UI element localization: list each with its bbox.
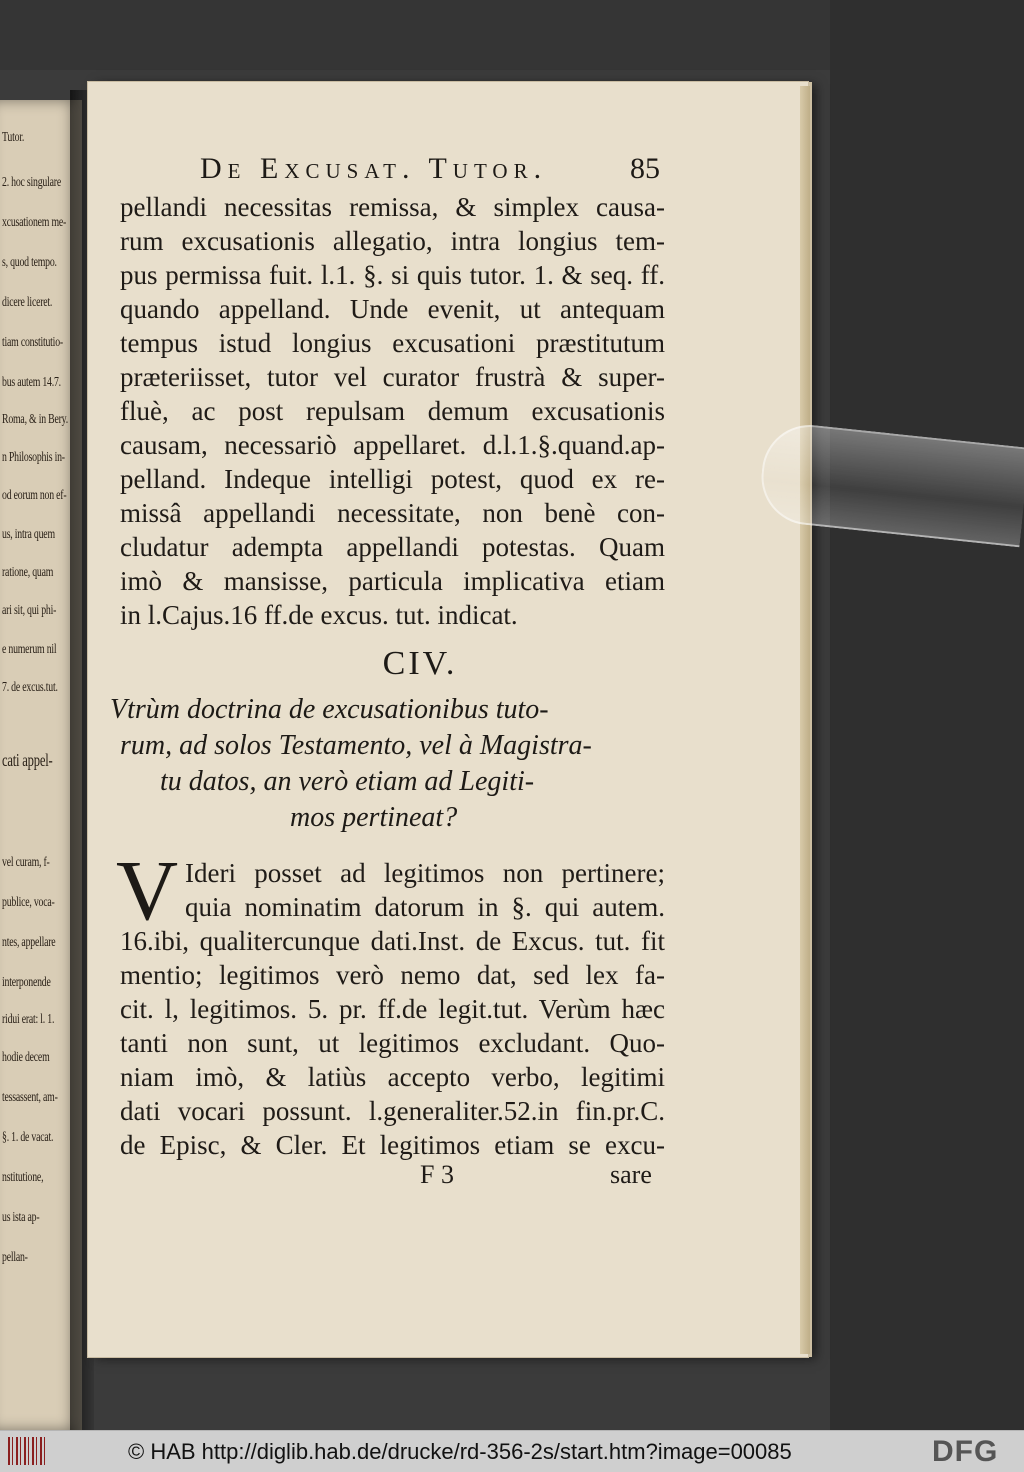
heading-line: mos pertineat? [290,802,458,833]
text-line-content: pus permissa fuit. l.1. §. si quis tutor. 1. & seq. ff. [120,260,665,290]
text-line [120,428,680,462]
text-line [120,1094,680,1128]
left-page-line: ntes, appellare [2,935,56,950]
heading-line: rum, ad solos Testamento, vel à Magistra- [120,730,592,761]
left-page-line: cati appel- [2,750,53,770]
text-line-content: Ideri posset ad legitimos non pertinere; [185,858,665,888]
text-line-content: mentio; legitimos verò nemo dat, sed lex fa- [120,960,665,990]
text-line [120,394,680,428]
text-line [120,224,680,258]
text-line-content: tempus istud longius excusationi præstitutum [120,328,665,358]
left-page-line: nstitutione, [2,1170,44,1185]
text-line [120,1060,680,1094]
left-page-line: ratione, quam [2,565,54,580]
text-line-content: 16.ibi, qualitercunque dati.Inst. de Excus. tut. fit [120,926,665,956]
text-line [120,992,680,1026]
text-line-content: pellandi necessitas remissa, & simplex causa- [120,192,665,222]
text-line-content: cludatur adempta appellandi potestas. Quam [120,532,665,562]
section-number: CIV. [382,645,458,682]
signature-mark: F 3 [420,1160,454,1189]
text-line-content: causam, necessariò appellaret. d.l.1.§.quand.ap- [120,430,665,460]
left-page-line: pellan- [2,1250,28,1265]
left-page-line: publice, voca- [2,895,55,910]
footer-bar [0,1430,1024,1472]
heading-line: tu datos, an verò etiam ad Legiti- [160,766,535,797]
text-line [120,258,680,292]
text-line [120,924,680,958]
text-line [120,462,680,496]
text-line [120,958,680,992]
text-line-content: cit. l, legitimos. 5. pr. ff.de legit.tut. Verùm hæc [120,994,665,1024]
left-page-line: Roma, & in Bery. [2,412,68,427]
text-line-content: rum excusationis allegatio, intra longius tem- [120,226,665,256]
text-line [120,598,680,632]
left-page-line: 2. hoc singulare [2,175,61,190]
text-line-content: tanti non sunt, ut legitimos excludant. Quo- [120,1028,665,1058]
text-line-content: missâ appellandi necessitate, non benè con- [120,498,665,528]
left-page-line: interponende [2,975,51,990]
text-line-content: niam imò, & latiùs accepto verbo, legitimi [120,1062,665,1092]
text-line [120,190,680,224]
text-line-content: dati vocari possunt. l.generaliter.52.in fin.pr.C. [120,1096,665,1126]
paragraph-2 [120,856,680,1162]
text-line [120,856,680,890]
text-line-content: in l.Cajus.16 ff.de excus. tut. indicat. [120,600,518,630]
text-line-content: quando appelland. Unde evenit, ut antequam [120,294,665,324]
left-page-line: e numerum nil [2,642,57,657]
barcode-icon [8,1437,46,1465]
left-page-line: hodie decem [2,1050,50,1065]
dfg-logo: DFG [932,1435,999,1468]
drop-cap: V [116,842,179,938]
left-page-line: us ista ap- [2,1210,40,1225]
left-page-line: od eorum non ef- [2,488,67,503]
paragraph-1 [120,190,680,632]
text-line [120,496,680,530]
left-page-line: bus autem 14.7. [2,375,61,390]
left-page-line: ridui erat: l. 1. [2,1012,55,1027]
left-page-line: tiam constitutio- [2,335,63,350]
running-head: De Excusat. Tutor. [200,152,548,185]
page-edge [800,86,810,1354]
text-line [120,1026,680,1060]
page-number: 85 [630,152,660,185]
section-heading [110,692,670,836]
text-line-content: imò & mansisse, particula implicativa etiam [120,566,665,596]
text-line [120,360,680,394]
text-line-content: quia nominatim datorum in §. qui autem. [185,892,665,922]
heading-line: Vtrùm doctrina de excusationibus tuto- [110,694,549,725]
left-page-line: 7. de excus.tut. [2,680,58,695]
text-line [120,564,680,598]
left-page-line: s, quod tempo. [2,255,57,270]
left-page-line: §. 1. de vacat. [2,1130,54,1145]
text-line-content: præteriisset, tutor vel curator frustrà & super- [120,362,665,392]
left-page-line: xcusationem me- [2,215,67,230]
left-page-line: vel curam, f- [2,855,50,870]
left-page-line: Tutor. [2,130,25,145]
left-page-line: ari sit, qui phi- [2,603,57,618]
text-line [120,1128,680,1162]
text-line [120,292,680,326]
text-line [120,530,680,564]
scan-background-right [830,0,1024,1430]
text-line [120,890,680,924]
catchword: sare [610,1160,652,1189]
left-page-line: us, intra quem [2,527,55,542]
text-line-content: fluè, ac post repulsam demum excusationis [120,396,665,426]
citation-link[interactable]: © HAB http://diglib.hab.de/drucke/rd-356-2s/start.htm?image=00085 [128,1439,792,1464]
left-page-line: dicere liceret. [2,295,53,310]
text-line [120,326,680,360]
left-page-line: n Philosophis in- [2,450,65,465]
text-line-content: de Episc, & Cler. Et legitimos etiam se excu- [120,1130,665,1160]
text-line-content: pelland. Indeque intelligi potest, quod ex re- [120,464,665,494]
left-page-line: tessassent, am- [2,1090,58,1105]
